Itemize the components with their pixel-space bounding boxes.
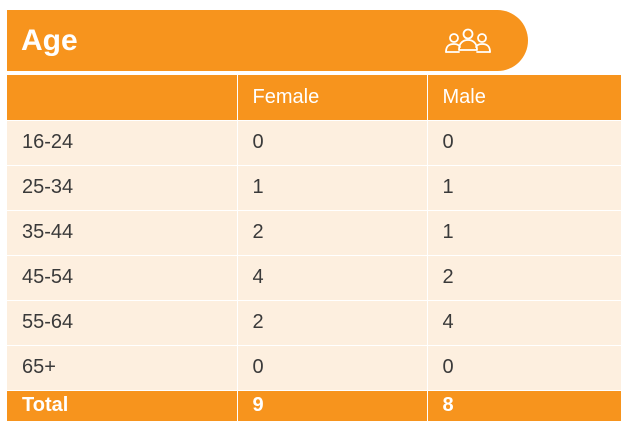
table-header-row [7, 75, 621, 120]
row-label: 55-64 [7, 300, 237, 345]
section-title: Age [21, 24, 78, 57]
table-row [7, 345, 621, 390]
female-count: 2 [237, 210, 427, 255]
male-total: 8 [427, 390, 621, 421]
total-row [7, 390, 621, 421]
row-label: 45-54 [7, 255, 237, 300]
table-row [7, 210, 621, 255]
female-count: 2 [237, 300, 427, 345]
female-count: 1 [237, 165, 427, 210]
column-header-female: Female [237, 75, 427, 120]
male-count: 0 [427, 120, 621, 165]
table-row [7, 165, 621, 210]
row-label: 65+ [7, 345, 237, 390]
row-label: 35-44 [7, 210, 237, 255]
total-label: Total [7, 390, 237, 421]
age-table [7, 75, 621, 421]
female-total: 9 [237, 390, 427, 421]
table-row [7, 255, 621, 300]
section-header [7, 10, 528, 71]
row-label: 25-34 [7, 165, 237, 210]
female-count: 0 [237, 345, 427, 390]
male-count: 0 [427, 345, 621, 390]
male-count: 1 [427, 165, 621, 210]
column-header-age-group [7, 75, 237, 120]
people-group-icon [443, 28, 493, 54]
male-count: 2 [427, 255, 621, 300]
table-row [7, 120, 621, 165]
column-header-male: Male [427, 75, 621, 120]
row-label: 16-24 [7, 120, 237, 165]
female-count: 0 [237, 120, 427, 165]
table-row [7, 300, 621, 345]
female-count: 4 [237, 255, 427, 300]
male-count: 4 [427, 300, 621, 345]
male-count: 1 [427, 210, 621, 255]
